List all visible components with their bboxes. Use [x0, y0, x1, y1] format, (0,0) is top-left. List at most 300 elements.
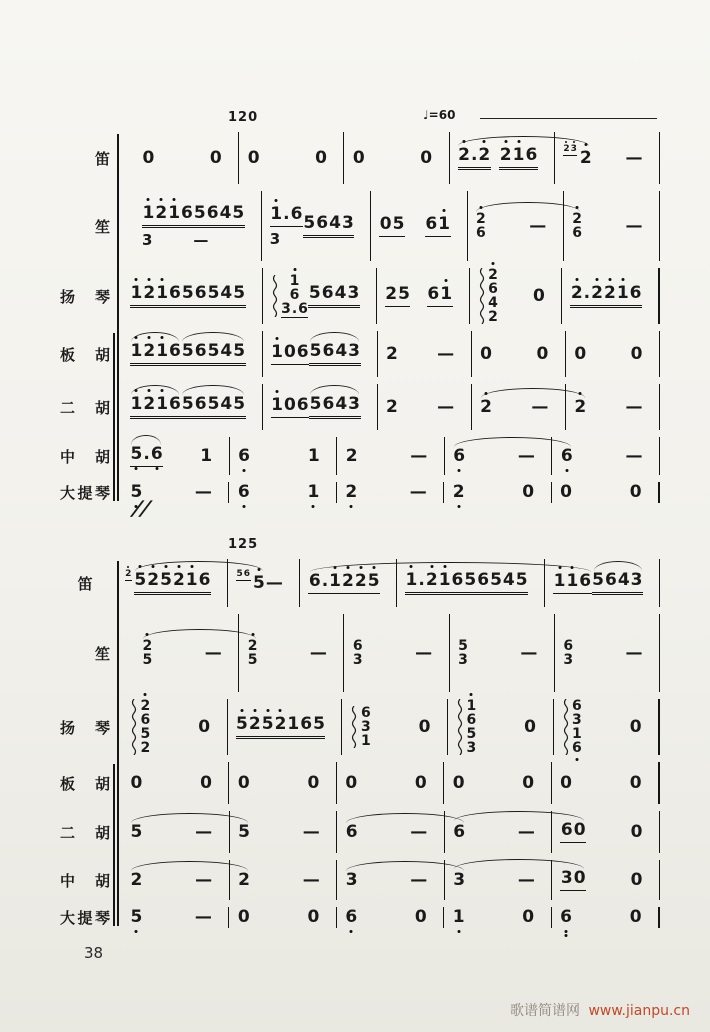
note-char: 1: [156, 284, 169, 303]
note-char: 1: [329, 572, 342, 591]
chord-note: [281, 274, 309, 288]
note-cell: [405, 571, 464, 595]
instrument-row: [60, 191, 660, 261]
note-line: [342, 572, 381, 591]
note-group: [625, 149, 643, 168]
beam-line: [405, 592, 464, 593]
note-char: 1: [287, 714, 300, 734]
note-line: [410, 823, 428, 842]
measure-strip: [122, 907, 660, 928]
chord-note-line: [142, 639, 153, 653]
note-group: [522, 483, 535, 502]
chord-column: [466, 699, 477, 755]
instrument-label: [60, 559, 107, 607]
note-char: 4: [334, 283, 347, 303]
chord-note: [466, 699, 477, 713]
note-char: 0: [247, 147, 260, 168]
note-line: [629, 483, 642, 502]
chord-group: [572, 212, 583, 240]
note-group: [130, 395, 181, 419]
note-char: 1: [572, 726, 582, 742]
chord-note: [140, 713, 151, 727]
note-char: —: [625, 147, 643, 168]
octave-dot-above: [147, 198, 150, 201]
note-cell: [209, 149, 222, 168]
chord-column: [281, 274, 309, 319]
note-char: 4: [329, 213, 341, 233]
note-char: 6: [604, 570, 617, 590]
watermark-site-url[interactable]: www.jianpu.cn: [588, 1003, 690, 1019]
note-cell: [307, 774, 320, 793]
beam-line: [592, 594, 643, 595]
chord-cell: [562, 699, 583, 755]
note-char: —: [309, 642, 327, 663]
note-cell: [379, 215, 405, 237]
note-line: [345, 823, 358, 842]
note-group: [630, 871, 643, 890]
tempo-value: =60: [428, 108, 456, 122]
beams: [309, 361, 360, 366]
note-line: [415, 644, 433, 663]
beams: [458, 165, 491, 170]
beams: [130, 414, 181, 419]
note-char: 5: [232, 203, 245, 223]
chord-group: [350, 706, 371, 748]
note-line: [315, 149, 328, 168]
beam-line: [142, 225, 193, 226]
note-cell: [630, 871, 643, 890]
chord-note: [281, 288, 309, 302]
chord-note: [572, 212, 583, 226]
chord-cell: [271, 274, 309, 319]
instrument-label-char: 琴: [94, 287, 110, 306]
note-char: 5: [238, 821, 250, 842]
beam-line: [236, 736, 275, 737]
note-char: 6: [476, 225, 486, 241]
note-cell: [271, 396, 310, 418]
note-group: [204, 644, 222, 663]
note-line: [629, 718, 642, 737]
octave-dot-above: [148, 278, 151, 281]
note-char: 3: [560, 868, 573, 889]
octave-dot-below: [565, 469, 568, 472]
measure-strip: [122, 811, 660, 853]
note-line: [570, 284, 603, 303]
beams: [181, 361, 245, 366]
note-cell: [560, 774, 573, 793]
chord-note-line: [572, 713, 583, 727]
measure: [229, 482, 336, 503]
second-voice: 3: [142, 231, 153, 249]
note-char: 4: [220, 341, 233, 361]
note-cell: [307, 447, 320, 466]
note-char: 5: [181, 283, 194, 303]
note-cell: [499, 146, 538, 170]
beam-line: [172, 594, 211, 595]
note-char: 6: [560, 908, 573, 927]
note-line: [142, 149, 155, 168]
beam-line: [193, 225, 244, 226]
beams: [303, 233, 354, 238]
note-char: 6: [298, 300, 308, 317]
octave-dot-above: [608, 278, 611, 281]
beams: [181, 414, 245, 419]
note-group: [592, 571, 643, 595]
beam-line: [570, 305, 603, 306]
note-line: [499, 146, 538, 165]
note-cell: [425, 215, 451, 237]
chord-column: [476, 212, 487, 240]
measure: [566, 384, 660, 430]
beam-line: [592, 592, 643, 593]
note-char: 3: [341, 213, 354, 233]
note-char: 0: [345, 772, 358, 793]
note-cell: [464, 571, 528, 595]
chord-note-line: [142, 653, 153, 667]
note-char: 1: [466, 699, 477, 713]
note-char: —: [410, 869, 428, 890]
note-cell: [204, 644, 222, 663]
beam-line: [308, 593, 341, 594]
note-group: [437, 398, 455, 417]
note-group: [271, 343, 310, 365]
chord-column: [488, 268, 499, 324]
note-line: [453, 823, 466, 842]
octave-dot-above: [144, 693, 147, 696]
instrument-label-char: 中: [60, 447, 76, 466]
beams: [464, 590, 528, 595]
note-char: 0: [629, 482, 642, 502]
note-group: [345, 908, 358, 927]
chord-column: [352, 639, 363, 667]
instrument-label-char: 琴: [94, 484, 110, 502]
beam-line: [130, 305, 181, 306]
chord-note: [572, 226, 583, 240]
note-group: [625, 398, 643, 417]
note-line: [522, 908, 535, 927]
octave-dot-above: [293, 268, 296, 271]
octave-dot-above: [275, 199, 278, 202]
note-char: 2: [345, 445, 358, 466]
note-cell: [453, 823, 466, 842]
note-char: 5: [207, 394, 220, 414]
chord-note: [458, 653, 469, 667]
note-line: [307, 483, 320, 502]
note-group: [315, 149, 328, 168]
chord-note: [247, 639, 258, 653]
measure: [470, 268, 563, 324]
note-char: 6: [296, 395, 309, 416]
beam-line: [130, 365, 181, 366]
note-cell: [342, 572, 381, 594]
note-group: [236, 715, 275, 739]
note-char: 5: [313, 714, 325, 734]
note-cell: [480, 398, 493, 417]
note-line: [560, 483, 573, 502]
measure-strip: [134, 191, 660, 261]
note-cell: [181, 342, 245, 366]
beam-line: [193, 227, 244, 228]
note-line: [134, 571, 173, 590]
octave-dot-above: [276, 337, 279, 340]
note-line: [181, 342, 245, 361]
beams: [181, 303, 245, 308]
measure-strip: [122, 482, 660, 503]
instrument-label-char: 扬: [60, 718, 76, 737]
note-cell: [553, 572, 592, 594]
note-group: [209, 149, 222, 168]
note-char: 1: [512, 146, 525, 165]
chord-group: [563, 639, 574, 667]
beam-line: [130, 307, 181, 308]
note-group: [309, 395, 360, 419]
note-line: [574, 398, 587, 417]
note-char: 6: [198, 570, 211, 590]
chord-note-line: [572, 741, 583, 755]
note-line: [194, 908, 212, 927]
note-char: 1: [307, 445, 320, 466]
note-char: 0: [414, 772, 427, 793]
note-char: —: [520, 642, 538, 663]
note-group: [247, 149, 260, 168]
note-char: 4: [220, 283, 233, 303]
beam-line: [181, 363, 245, 364]
octave-dot-below: [457, 930, 460, 933]
beams: [270, 224, 303, 227]
chord-group: [352, 639, 363, 667]
measure: [337, 437, 445, 475]
note-char: 2: [125, 570, 132, 579]
chord-note: [466, 741, 477, 755]
note-char: 5: [130, 445, 143, 464]
beam-line: [499, 167, 538, 168]
beams: [130, 361, 181, 366]
beams: [603, 303, 642, 308]
note-group: [480, 398, 493, 417]
note-char: 2: [172, 571, 185, 590]
grace-notes: [563, 145, 578, 156]
note-char: 6: [181, 203, 193, 223]
note-cell: [130, 774, 143, 793]
note-group: [142, 149, 155, 168]
chord-note: [488, 268, 499, 282]
note-char: 6: [296, 342, 309, 363]
note-cell: [458, 146, 491, 170]
note-group: [237, 774, 250, 793]
instrument-label: [60, 384, 112, 430]
measure: [230, 811, 338, 853]
beams: [405, 590, 464, 595]
chord-group: [271, 274, 309, 319]
beam-line: [130, 418, 181, 419]
instrument-label-char: 二: [60, 398, 76, 417]
note-cell: [522, 483, 535, 502]
note-cell: [303, 214, 354, 238]
note-line: [238, 823, 251, 842]
note-line: [265, 574, 283, 593]
note-line: [480, 398, 493, 417]
chord-note-line: [563, 653, 574, 667]
note-group: [418, 718, 431, 737]
note-char: 6: [194, 394, 207, 414]
chord-column: [572, 212, 583, 240]
note-char: 1: [142, 204, 155, 223]
measure: [377, 268, 470, 324]
note-char: 4: [220, 394, 233, 414]
note-line: [130, 284, 181, 303]
chord-note: [247, 653, 258, 667]
octave-dot-below: [350, 505, 353, 508]
measure-strip: [122, 268, 660, 324]
beam-line: [379, 236, 405, 237]
octave-dot-above: [161, 278, 164, 281]
note-cell: [247, 149, 260, 168]
note-line: [194, 483, 212, 502]
note-char: 5: [261, 715, 274, 734]
arpeggio-wave-icon: [478, 268, 486, 324]
beam-line: [499, 169, 538, 170]
chord-note-line: [488, 296, 499, 310]
note-char: —: [194, 482, 212, 502]
instrument-label-char: 琴: [94, 718, 110, 737]
beams: [560, 840, 586, 843]
note-char: 1: [438, 215, 451, 234]
note-char: 2: [142, 639, 153, 653]
note-cell: [345, 483, 358, 502]
note-cell: [181, 284, 245, 308]
beam-line: [405, 594, 464, 595]
instrument-label-char: 大: [60, 909, 76, 927]
note-line: [625, 398, 643, 417]
note-cell: [410, 447, 428, 466]
measure: [444, 482, 551, 503]
instrument-row: [60, 559, 660, 607]
measure: [552, 482, 660, 503]
note-char: 6: [322, 394, 335, 414]
note-group: [265, 574, 283, 593]
chord-note-line: [458, 639, 469, 653]
note-line: [379, 215, 405, 234]
note-group: [303, 214, 354, 238]
octave-dot-above: [596, 278, 599, 281]
note-char: 5: [247, 652, 258, 668]
octave-dot-above: [173, 198, 176, 201]
beam-line: [130, 416, 181, 417]
note-group: [480, 345, 493, 364]
chord-column: [360, 706, 371, 748]
note-line: [172, 571, 211, 590]
octave-dot-above: [621, 278, 624, 281]
measure: [448, 699, 554, 755]
chord-cell: [352, 639, 363, 667]
page-number: 38: [84, 944, 104, 962]
note-line: [524, 718, 537, 737]
note-char: 2: [386, 396, 398, 417]
chord-note-line: [289, 274, 300, 288]
chord-note-line: [140, 741, 151, 755]
octave-dot-below: [312, 505, 315, 508]
note-char: 2: [147, 571, 160, 590]
instrument-row: [60, 907, 660, 928]
note-char: —: [625, 215, 643, 236]
chord-cell: [247, 639, 258, 667]
note-char: 3: [458, 652, 468, 668]
measure: [337, 482, 444, 503]
measure: [444, 907, 551, 928]
note-line: [345, 483, 358, 502]
note-cell: [574, 345, 587, 364]
note-cell: [194, 908, 212, 927]
note-group: [345, 871, 358, 890]
note-group: [237, 908, 250, 927]
note-char: 5: [308, 283, 321, 303]
note-cell: [415, 644, 433, 663]
note-line: [352, 149, 365, 168]
note-line: [307, 447, 320, 466]
note-cell: [193, 204, 244, 248]
note-line: [414, 774, 427, 793]
note-char: 0: [480, 343, 493, 364]
chord-group: [142, 639, 153, 667]
note-char: 2: [570, 284, 583, 303]
measure: [344, 132, 449, 184]
note-line: [303, 214, 354, 233]
note-line: [452, 908, 465, 927]
grace-line: [125, 570, 132, 579]
note-char: 3: [347, 283, 360, 303]
note-char: —: [194, 907, 212, 927]
note-cell: [522, 774, 535, 793]
note-char: 0: [283, 342, 296, 363]
note-group: [130, 908, 143, 927]
note-char: 5: [466, 726, 477, 742]
measure: [122, 907, 229, 928]
chord-note: [140, 699, 151, 713]
note-char: .: [583, 283, 591, 303]
note-line: [453, 447, 466, 466]
octave-dot-above: [276, 390, 279, 393]
measure-number: 125: [228, 537, 259, 552]
note-line: [193, 204, 244, 223]
note-char: 0: [142, 147, 155, 168]
note-char: 6: [560, 447, 573, 466]
note-cell: [270, 205, 303, 247]
note-char: 0: [130, 772, 143, 793]
note-group: [309, 342, 360, 366]
note-line: [308, 572, 341, 591]
note-cell: [453, 447, 466, 466]
instrument-label: [60, 191, 124, 261]
arpeggio-wave-icon: [271, 275, 279, 317]
note-cell: [238, 871, 251, 890]
beam-line: [181, 365, 245, 366]
note-group: [603, 284, 642, 308]
beam-line: [172, 592, 211, 593]
note-char: 3: [563, 652, 574, 668]
note-char: 6: [629, 283, 642, 303]
note-group: [302, 871, 320, 890]
note-char: 0: [420, 147, 433, 168]
note-line: [560, 821, 586, 840]
note-line: [464, 571, 528, 590]
chord-note: [488, 296, 499, 310]
chord-column: [458, 639, 469, 667]
note-group: [194, 483, 212, 502]
beam-line: [464, 594, 528, 595]
octave-dot-below: [575, 758, 578, 761]
note-group: [307, 774, 320, 793]
note-char: 5: [207, 341, 220, 361]
